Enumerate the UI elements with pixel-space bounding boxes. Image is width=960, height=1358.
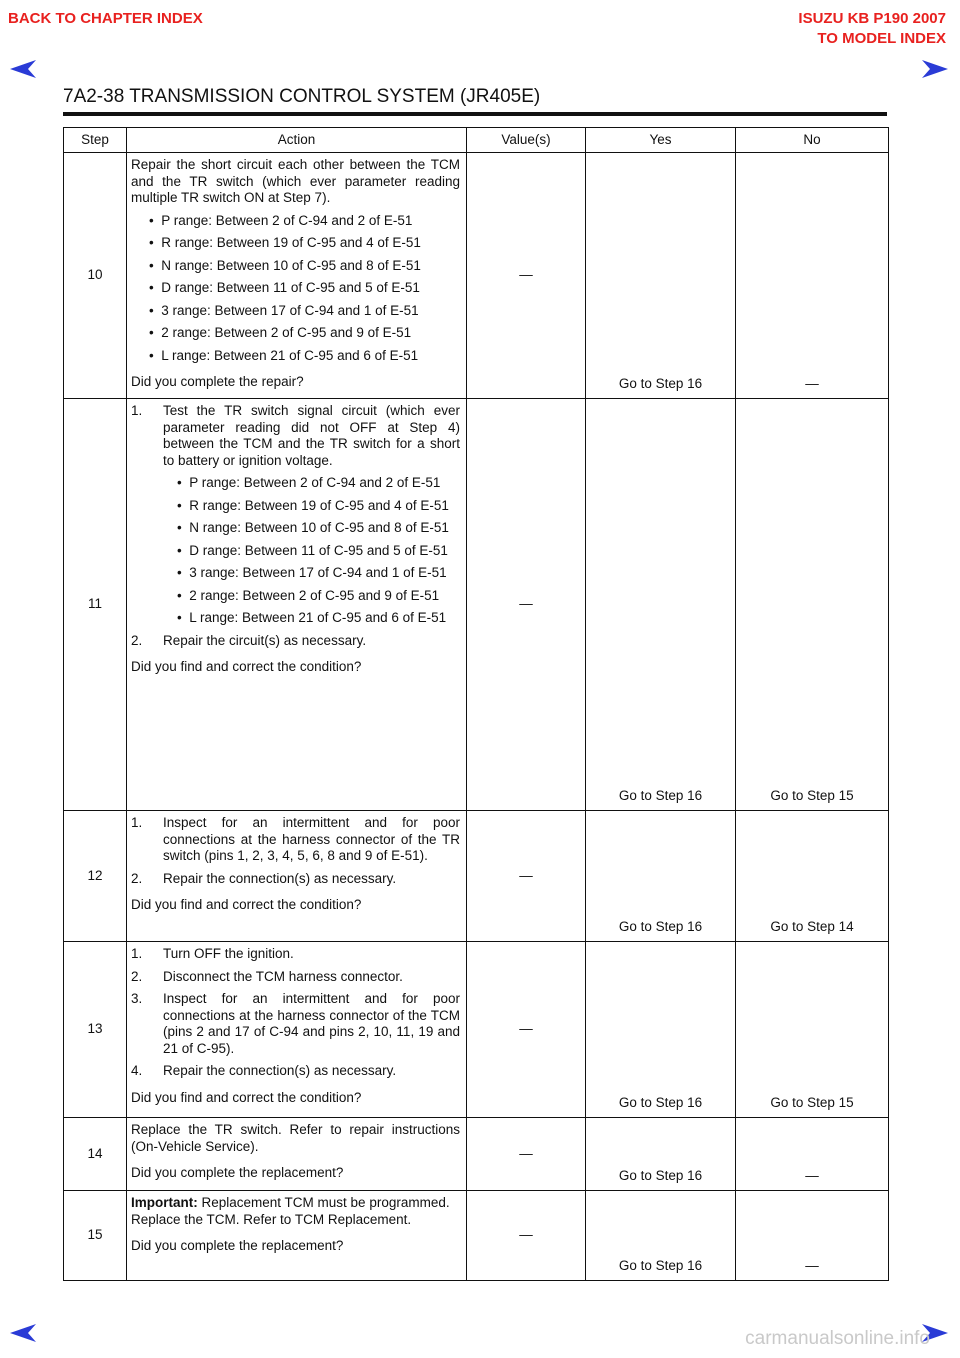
step-number: 12: [64, 811, 127, 942]
value-cell: —: [467, 811, 586, 942]
step-number: 15: [64, 1191, 127, 1281]
step-number: 13: [64, 942, 127, 1118]
yes-cell: Go to Step 16: [586, 399, 736, 811]
back-to-chapter-index-link[interactable]: BACK TO CHAPTER INDEX: [8, 10, 203, 27]
question-text: Did you complete the replacement?: [131, 1165, 344, 1180]
list-item: • P range: Between 2 of C-94 and 2 of E-51: [177, 475, 441, 490]
action-cell: [127, 811, 467, 942]
column-header-no: No: [736, 128, 889, 153]
list-item: • L range: Between 21 of C-95 and 6 of E-51: [149, 347, 419, 363]
value-cell: —: [467, 1191, 586, 1281]
to-model-index-link[interactable]: TO MODEL INDEX: [817, 30, 946, 47]
action-cell: [127, 942, 467, 1118]
action-text: Replace the TCM. Refer to TCM Replacement.: [131, 1211, 412, 1227]
table-header-row: [64, 128, 889, 153]
question-text: Did you find and correct the condition?: [131, 659, 362, 674]
list-item: • R range: Between 19 of C-95 and 4 of E-51: [149, 235, 421, 250]
list-item: • 3 range: Between 17 of C-94 and 1 of E-51: [149, 302, 419, 318]
next-page-arrow-icon[interactable]: [922, 60, 948, 78]
prev-page-arrow-bottom-icon[interactable]: [10, 1324, 36, 1342]
diagnostic-table: [63, 127, 889, 1281]
list-item: • D range: Between 11 of C-95 and 5 of E-51: [177, 542, 448, 558]
value-cell: —: [467, 1118, 586, 1191]
yes-cell: Go to Step 16: [586, 1191, 736, 1281]
column-header-action: Action: [127, 128, 467, 153]
yes-cell: Go to Step 16: [586, 1118, 736, 1191]
list-item: • P range: Between 2 of C-94 and 2 of E-51: [149, 212, 413, 228]
question-text: Did you complete the repair?: [131, 374, 304, 389]
list-item: 2. Disconnect the TCM harness connector.: [131, 968, 403, 984]
value-cell: —: [467, 399, 586, 811]
question-text: Did you find and correct the condition?: [131, 1089, 362, 1105]
list-item: • N range: Between 10 of C-95 and 8 of E-51: [177, 520, 449, 535]
question-text: Did you complete the replacement?: [131, 1238, 344, 1253]
table-row: [64, 1191, 889, 1281]
action-cell: [127, 1191, 467, 1281]
list-item: • D range: Between 11 of C-95 and 5 of E-51: [149, 280, 420, 295]
table-row: [64, 153, 889, 399]
list-item: 1. Inspect for an intermittent and for poor connections at the harness connector of the TR switch (pins 1, 2, 3, 4, 5, 6, 8 and 9 of E-51).: [131, 815, 460, 863]
no-cell: —: [736, 1118, 889, 1191]
no-cell: —: [736, 153, 889, 399]
important-note: Important: Replacement TCM must be programmed.: [131, 1195, 450, 1210]
list-item: 4. Repair the connection(s) as necessary.: [131, 1063, 397, 1078]
column-header-yes: Yes: [586, 128, 736, 153]
no-cell: Go to Step 14: [736, 811, 889, 942]
page-title: 7A2-38 TRANSMISSION CONTROL SYSTEM (JR405E): [63, 86, 541, 107]
model-title-link[interactable]: ISUZU KB P190 2007: [798, 10, 946, 27]
list-item: 2. Repair the circuit(s) as necessary.: [131, 632, 367, 648]
header-divider: [63, 112, 887, 116]
column-header-step: Step: [64, 128, 127, 153]
list-item: 1. Test the TR switch signal circuit (which ever parameter reading did not OFF at Step 4) between the TCM and the TR switch for a short to battery or ignition voltage.: [131, 403, 460, 468]
list-item: 2. Repair the connection(s) as necessary.: [131, 870, 397, 886]
step-number: 14: [64, 1118, 127, 1191]
yes-cell: Go to Step 16: [586, 811, 736, 942]
table-row: [64, 1118, 889, 1191]
list-item: • N range: Between 10 of C-95 and 8 of E-51: [149, 257, 421, 273]
table-row: [64, 811, 889, 942]
list-item: 3. Inspect for an intermittent and for poor connections at the harness connector of the TCM (pins 2 and 17 of C-94 and pins 2, 10, 11, 19 and 21 of C-95).: [131, 991, 460, 1056]
watermark: carmanualsonline.info: [745, 1328, 930, 1349]
list-item: • R range: Between 19 of C-95 and 4 of E-51: [177, 497, 449, 513]
list-item: • L range: Between 21 of C-95 and 6 of E-51: [177, 610, 447, 625]
column-header-value: Value(s): [467, 128, 586, 153]
action-text: Repair the short circuit each other between the TCM and the TR switch (which ever parameter reading multiple TR switch ON at Step 7).: [131, 157, 460, 205]
step-number: 11: [64, 399, 127, 811]
step-number: 10: [64, 153, 127, 399]
no-cell: —: [736, 1191, 889, 1281]
list-item: • 2 range: Between 2 of C-95 and 9 of E-51: [177, 587, 440, 603]
table-row: [64, 399, 889, 811]
list-item: 1. Turn OFF the ignition.: [131, 946, 294, 961]
action-text: Replace the TR switch. Refer to repair instructions (On-Vehicle Service).: [131, 1122, 460, 1154]
action-cell: [127, 153, 467, 399]
no-cell: Go to Step 15: [736, 942, 889, 1118]
list-item: • 3 range: Between 17 of C-94 and 1 of E-51: [177, 565, 447, 580]
value-cell: —: [467, 942, 586, 1118]
value-cell: —: [467, 153, 586, 399]
action-cell: [127, 399, 467, 811]
question-text: Did you find and correct the condition?: [131, 897, 362, 912]
yes-cell: Go to Step 16: [586, 153, 736, 399]
list-item: • 2 range: Between 2 of C-95 and 9 of E-51: [149, 325, 412, 340]
action-cell: [127, 1118, 467, 1191]
no-cell: Go to Step 15: [736, 399, 889, 811]
table-row: [64, 942, 889, 1118]
prev-page-arrow-icon[interactable]: [10, 60, 36, 78]
yes-cell: Go to Step 16: [586, 942, 736, 1118]
